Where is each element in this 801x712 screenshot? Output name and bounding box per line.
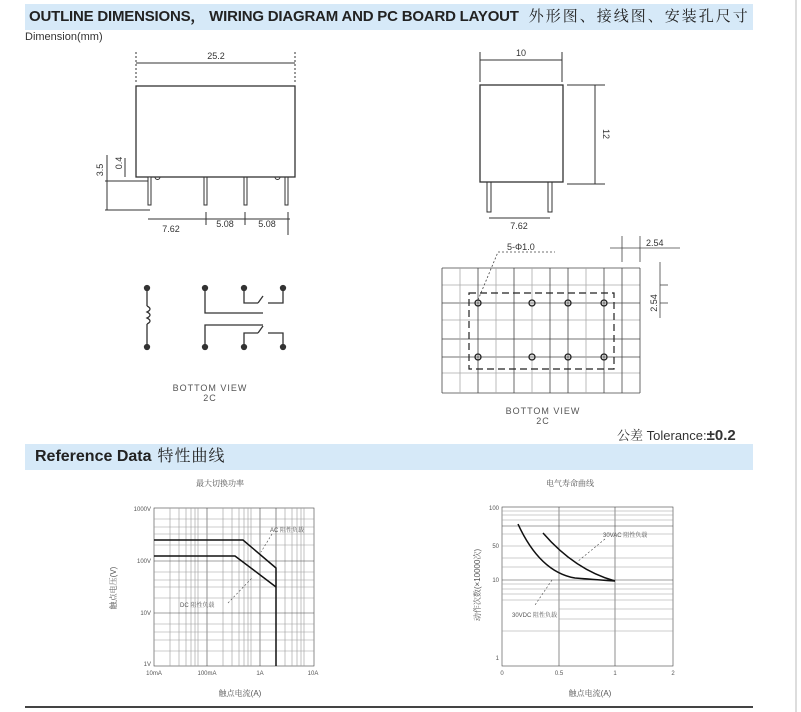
svg-text:2.54: 2.54 [646,238,664,248]
chart1-xlabel: 触点电流(A) [218,689,262,698]
svg-text:30VAC 阻性负载: 30VAC 阻性负载 [603,533,648,539]
svg-text:触点电压(V): 触点电压(V) [109,566,118,610]
svg-text:1000V: 1000V [133,507,151,513]
chart2-curves [518,524,615,581]
svg-text:0: 0 [500,671,504,677]
svg-text:0.4: 0.4 [114,156,124,170]
svg-text:10: 10 [515,48,527,58]
svg-text:100V: 100V [136,559,151,565]
tolerance-note: 公差 Tolerance:±0.2 [617,427,736,444]
svg-text:7.62: 7.62 [162,224,180,234]
svg-text:10mA: 10mA [146,671,162,677]
chart2-grid [502,507,673,666]
svg-text:5.08: 5.08 [258,219,276,229]
wiring-caption: BOTTOM VIEW 2C [172,383,248,403]
svg-text:100: 100 [488,506,499,512]
svg-text:动作次数(×10000次): 动作次数(×10000次) [473,548,482,622]
svg-text:7.62: 7.62 [510,221,528,231]
svg-text:1A: 1A [256,671,264,677]
svg-text:12: 12 [601,128,611,140]
chart2-xlabel: 触点电流(A) [568,689,612,698]
svg-text:AC 阻性负载: AC 阻性负载 [270,528,305,534]
svg-text:0.5: 0.5 [554,671,564,677]
section-header-reference: Reference Data 特性曲线 [25,444,753,470]
svg-text:2: 2 [671,671,675,677]
svg-text:10: 10 [492,578,499,584]
svg-text:50: 50 [492,544,499,550]
svg-text:3.5: 3.5 [95,163,105,177]
svg-text:10A: 10A [307,671,319,677]
svg-text:2.54: 2.54 [649,294,659,312]
svg-text:DC 阻性负载: DC 阻性负载 [180,603,215,609]
chart2-title: 电气寿命曲线 [546,479,594,488]
svg-text:30VDC 阻性负载: 30VDC 阻性负载 [512,613,558,619]
section-title-cn: 外形图、接线图、安装孔尺寸 [528,8,750,25]
svg-text:1: 1 [495,656,499,662]
chart1-title: 最大切换功率 [196,479,244,488]
svg-text:5.08: 5.08 [216,219,234,229]
page-bottom-rule [25,706,753,708]
svg-text:100mA: 100mA [197,671,217,677]
section-title: OUTLINE DIMENSIONS， WIRING DIAGRAM AND PC BOARD LAYOUT [29,8,519,25]
svg-text:1V: 1V [143,662,151,668]
dimension-unit-label: Dimension(mm) [25,31,103,43]
svg-text:5-Φ1.0: 5-Φ1.0 [507,242,535,252]
chart1-curves [154,540,276,666]
svg-text:10V: 10V [140,611,151,617]
svg-text:25.2: 25.2 [207,51,225,61]
svg-text:1: 1 [613,671,617,677]
pcb-caption: BOTTOM VIEW 2C [505,406,581,426]
